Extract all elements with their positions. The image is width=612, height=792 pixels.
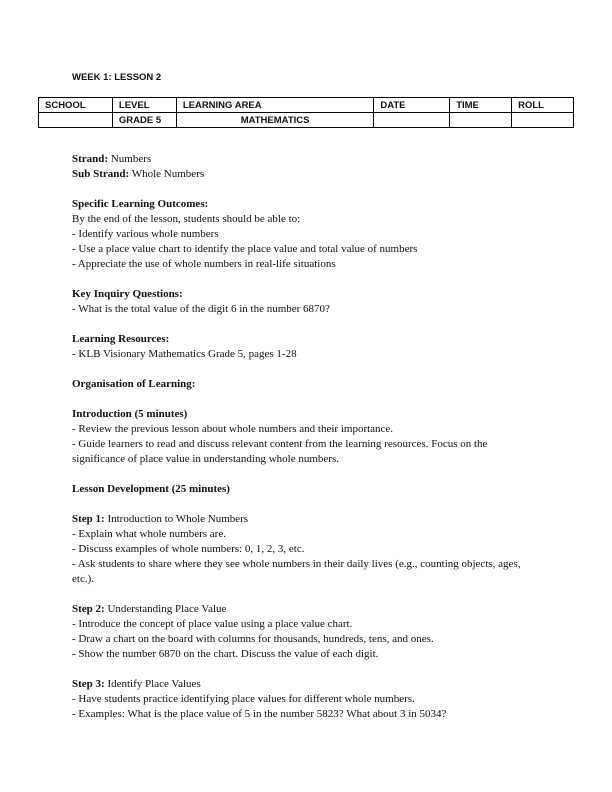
strand-value: Numbers (108, 153, 152, 165)
outcomes-heading: Specific Learning Outcomes: (72, 198, 209, 210)
header-roll: ROLL (512, 98, 574, 113)
list-item: - Explain what whole numbers are. (72, 528, 226, 540)
cell-school (39, 113, 113, 128)
sub-strand (72, 167, 542, 182)
list-item: - KLB Visionary Mathematics Grade 5, pages 1-28 (72, 348, 297, 360)
list-item: - Guide learners to read and discuss relevant content from the learning resources. Focus on the significance of place value in understanding whole numbers. (72, 438, 488, 465)
list-item: - Use a place value chart to identify the place value and total value of numbers (72, 243, 418, 255)
list-item: - Appreciate the use of whole numbers in real-life situations (72, 258, 336, 270)
list-item: - Introduce the concept of place value using a place value chart. (72, 618, 353, 630)
cell-time (450, 113, 512, 128)
cell-roll (512, 113, 574, 128)
inquiry-heading: Key Inquiry Questions: (72, 288, 183, 300)
list-item: - Show the number 6870 on the chart. Discuss the value of each digit. (72, 648, 379, 660)
lesson-info-table (38, 97, 574, 128)
resources-heading: Learning Resources: (72, 333, 170, 345)
table-row (39, 113, 574, 128)
sub-strand-label: Sub Strand: (72, 168, 130, 180)
strand-label: Strand: (72, 153, 109, 165)
sub-strand-value: Whole Numbers (129, 168, 205, 180)
list-item: - Discuss examples of whole numbers: 0, 1, 2, 3, etc. (72, 543, 305, 555)
list-item: - Have students practice identifying place values for different whole numbers. (72, 693, 415, 705)
strand (72, 152, 542, 167)
introduction-heading: Introduction (5 minutes) (72, 408, 188, 420)
lesson-content (72, 152, 542, 722)
header-school: SCHOOL (39, 98, 113, 113)
lesson-title: WEEK 1: LESSON 2 (72, 72, 162, 83)
cell-learning-area: MATHEMATICS (176, 113, 374, 128)
table-header-row (39, 98, 574, 113)
cell-level: GRADE 5 (112, 113, 176, 128)
header-level: LEVEL (112, 98, 176, 113)
list-item: - What is the total value of the digit 6 in the number 6870? (72, 303, 330, 315)
step-1-heading: Step 1: Introduction to Whole Numbers (72, 513, 249, 525)
list-item: - Identify various whole numbers (72, 228, 219, 240)
header-learning-area: LEARNING AREA (176, 98, 374, 113)
development-heading: Lesson Development (25 minutes) (72, 483, 230, 495)
outcomes-intro: By the end of the lesson, students should be able to: (72, 213, 301, 225)
cell-date (374, 113, 450, 128)
list-item: - Ask students to share where they see whole numbers in their daily lives (e.g., counting objects, ages, etc.). (72, 558, 521, 585)
step-3-heading: Step 3: Identify Place Values (72, 678, 201, 690)
list-item: - Draw a chart on the board with columns for thousands, hundreds, tens, and ones. (72, 633, 434, 645)
list-item: - Examples: What is the place value of 5 in the number 5823? What about 3 in 5034? (72, 708, 447, 720)
header-time: TIME (450, 98, 512, 113)
header-date: DATE (374, 98, 450, 113)
list-item: - Review the previous lesson about whole numbers and their importance. (72, 423, 394, 435)
step-2-heading: Step 2: Understanding Place Value (72, 603, 227, 615)
organisation-heading: Organisation of Learning: (72, 378, 196, 390)
